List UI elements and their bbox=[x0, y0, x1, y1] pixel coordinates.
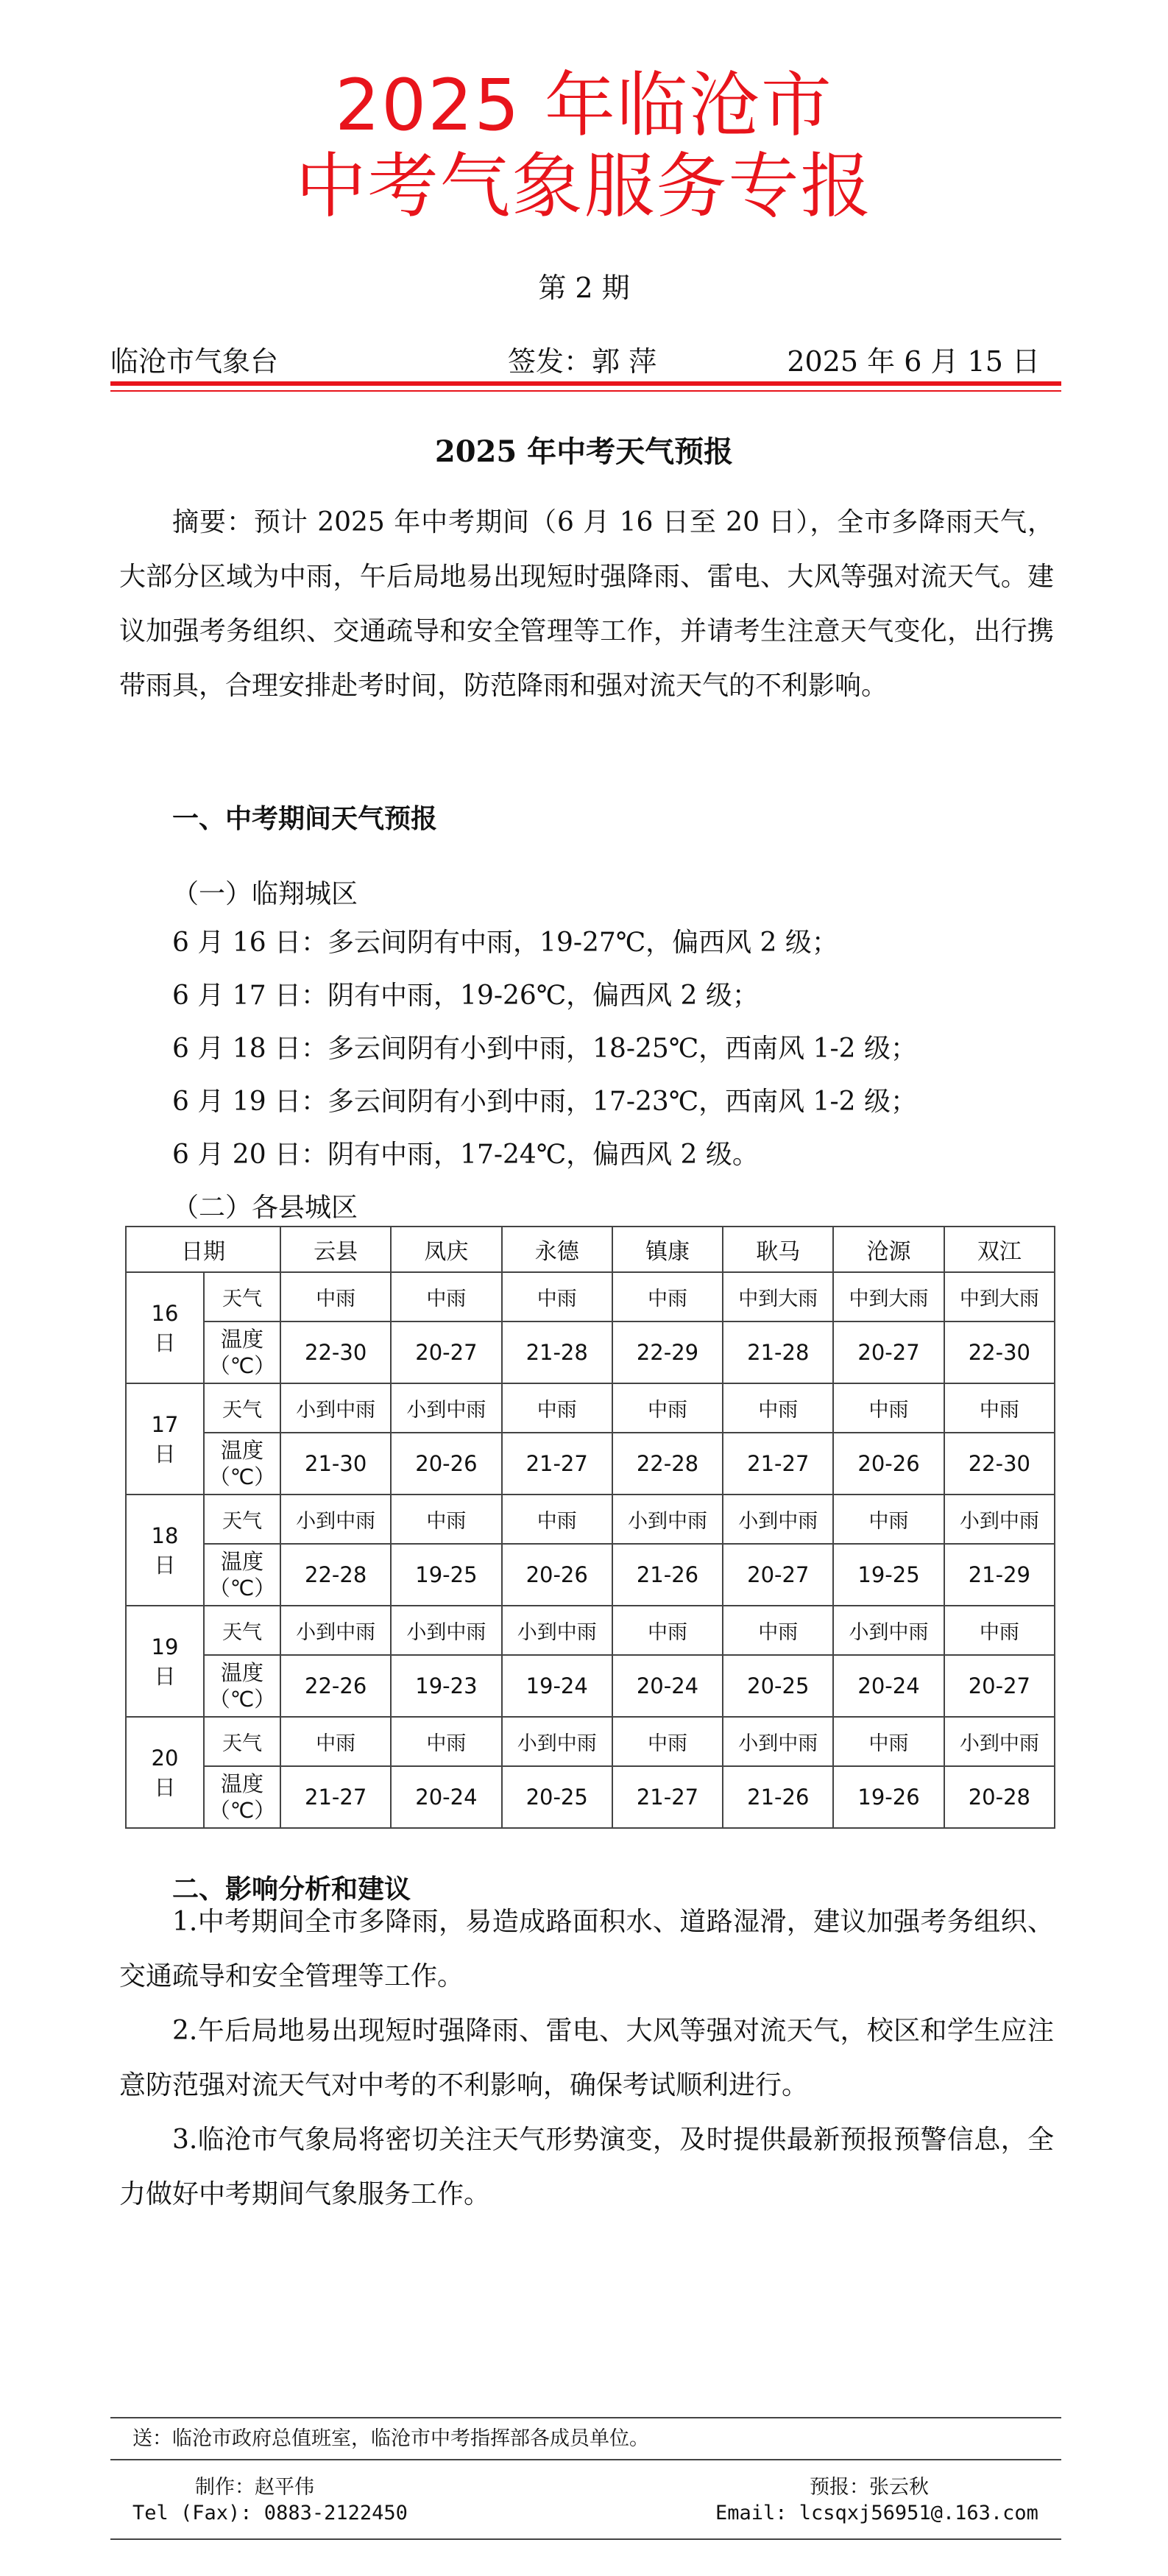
weather-row-label: 天气 bbox=[204, 1717, 280, 1766]
day-label: 19 bbox=[151, 1634, 179, 1659]
table-row-weather bbox=[126, 1495, 1055, 1544]
weather-row-label: 天气 bbox=[204, 1495, 280, 1544]
weather-cell: 中雨 bbox=[612, 1717, 723, 1766]
temperature-cell: 20-26 bbox=[391, 1433, 501, 1495]
header-divider-thin bbox=[110, 390, 1061, 392]
temperature-cell: 21-28 bbox=[723, 1321, 833, 1383]
temperature-cell: 21-27 bbox=[612, 1766, 723, 1828]
weather-cell: 中雨 bbox=[833, 1717, 944, 1766]
section-heading-forecast: 一、中考期间天气预报 bbox=[172, 804, 438, 834]
suggestion-item: 2.午后局地易出现短时强降雨、雷电、大风等强对流天气，校区和学生应注意防范强对流天气对中考的不利影响，确保考试顺利进行。 bbox=[119, 2016, 1054, 2100]
day-label: 18 bbox=[151, 1522, 179, 1548]
temperature-label-text: 温度 bbox=[220, 1660, 263, 1685]
table-row-temperature bbox=[126, 1433, 1055, 1495]
day-cell bbox=[126, 1495, 204, 1606]
temperature-cell: 20-27 bbox=[944, 1655, 1055, 1717]
temperature-cell: 21-27 bbox=[280, 1766, 391, 1828]
suggestion-list bbox=[119, 1895, 1054, 2222]
suggestion-item: 3.临沧市气象局将密切关注天气形势演变，及时提供最新预报预警信息，全力做好中考期间气象服务工作。 bbox=[119, 2125, 1054, 2209]
table-row-temperature bbox=[126, 1655, 1055, 1717]
temperature-cell: 21-26 bbox=[723, 1766, 833, 1828]
day-cell bbox=[126, 1606, 204, 1717]
weather-cell: 小到中雨 bbox=[502, 1717, 612, 1766]
temperature-cell: 21-27 bbox=[502, 1433, 612, 1495]
weather-cell: 小到中雨 bbox=[833, 1606, 944, 1655]
section-heading-analysis: 二、影响分析和建议 bbox=[172, 1874, 411, 1905]
weather-cell: 小到中雨 bbox=[280, 1495, 391, 1544]
weather-cell: 小到中雨 bbox=[944, 1717, 1055, 1766]
forecast-line: 6 月 19 日：多云间阴有小到中雨，17-23℃，西南风 1-2 级； bbox=[172, 1087, 917, 1117]
abstract-paragraph: 摘要：预计 2025 年中考期间（6 月 16 日至 20 日），全市多降雨天气，大部分区域为中雨，午后局地易出现短时强降雨、雷电、大风等强对流天气。建议加强考务组织、交通疏导和安全管理等工作，并请考生注意天气变化，出行携带雨具，合理安排赴考时间，防范降雨和强对流天气的不利影响。 bbox=[119, 507, 1054, 701]
footer-divider bbox=[110, 2459, 1061, 2460]
distribution-list: 送：临沧市政府总值班室，临沧市中考指挥部各成员单位。 bbox=[132, 2427, 649, 2450]
temperature-cell: 19-25 bbox=[833, 1544, 944, 1606]
temperature-cell: 21-30 bbox=[280, 1433, 391, 1495]
temperature-label-text: （℃） bbox=[208, 1575, 276, 1601]
temperature-row-label bbox=[204, 1321, 280, 1383]
weather-cell: 中雨 bbox=[833, 1383, 944, 1433]
weather-cell: 中雨 bbox=[280, 1272, 391, 1321]
forecast-line: 6 月 18 日：多云间阴有小到中雨，18-25℃，西南风 1-2 级； bbox=[172, 1034, 917, 1064]
weather-cell: 小到中雨 bbox=[391, 1383, 501, 1433]
table-row-weather bbox=[126, 1383, 1055, 1433]
temperature-label-text: 温度 bbox=[220, 1327, 263, 1352]
table-row-weather bbox=[126, 1606, 1055, 1655]
temperature-cell: 22-30 bbox=[280, 1321, 391, 1383]
day-cell bbox=[126, 1717, 204, 1828]
weather-cell: 中雨 bbox=[502, 1272, 612, 1321]
day-cell bbox=[126, 1272, 204, 1383]
table-row-temperature bbox=[126, 1321, 1055, 1383]
day-cell bbox=[126, 1383, 204, 1495]
county-column-header: 永德 bbox=[502, 1227, 612, 1272]
temperature-label-text: （℃） bbox=[208, 1464, 276, 1489]
header-divider-thick bbox=[110, 381, 1061, 386]
temperature-cell: 19-26 bbox=[833, 1766, 944, 1828]
table-header-row bbox=[126, 1227, 1055, 1272]
day-label: 20 bbox=[151, 1745, 179, 1771]
weather-cell: 中雨 bbox=[612, 1606, 723, 1655]
temperature-cell: 19-24 bbox=[502, 1655, 612, 1717]
temperature-cell: 20-25 bbox=[502, 1766, 612, 1828]
weather-cell: 中到大雨 bbox=[833, 1272, 944, 1321]
county-column-header: 镇康 bbox=[612, 1227, 723, 1272]
weather-cell: 中雨 bbox=[612, 1272, 723, 1321]
temperature-cell: 21-29 bbox=[944, 1544, 1055, 1606]
temperature-cell: 22-28 bbox=[612, 1433, 723, 1495]
weather-cell: 中雨 bbox=[944, 1606, 1055, 1655]
weather-cell: 小到中雨 bbox=[723, 1717, 833, 1766]
weather-cell: 小到中雨 bbox=[612, 1495, 723, 1544]
weather-cell: 中雨 bbox=[391, 1495, 501, 1544]
weather-cell: 小到中雨 bbox=[944, 1495, 1055, 1544]
weather-row-label: 天气 bbox=[204, 1272, 280, 1321]
temperature-cell: 21-28 bbox=[502, 1321, 612, 1383]
county-forecast-table bbox=[125, 1226, 1055, 1829]
weather-cell: 小到中雨 bbox=[280, 1606, 391, 1655]
temperature-label-text: 温度 bbox=[220, 1771, 263, 1796]
footer-divider bbox=[110, 2538, 1061, 2540]
temperature-row-label bbox=[204, 1544, 280, 1606]
temperature-cell: 22-29 bbox=[612, 1321, 723, 1383]
signer: 签发：郭 萍 bbox=[508, 345, 657, 378]
temperature-cell: 20-24 bbox=[833, 1655, 944, 1717]
footer-divider bbox=[110, 2417, 1061, 2418]
issuing-organization: 临沧市气象台 bbox=[110, 345, 279, 378]
weather-row-label: 天气 bbox=[204, 1606, 280, 1655]
weather-cell: 中到大雨 bbox=[723, 1272, 833, 1321]
temperature-cell: 20-27 bbox=[723, 1544, 833, 1606]
weather-cell: 中雨 bbox=[391, 1272, 501, 1321]
day-label: 日 bbox=[154, 1663, 176, 1689]
weather-cell: 中雨 bbox=[833, 1495, 944, 1544]
weather-row-label: 天气 bbox=[204, 1383, 280, 1433]
temperature-cell: 20-28 bbox=[944, 1766, 1055, 1828]
weather-cell: 小到中雨 bbox=[723, 1495, 833, 1544]
linxiang-forecast-list bbox=[172, 925, 917, 1190]
forecaster: 预报：张云秋 bbox=[810, 2476, 929, 2499]
issue-number: 第 2 期 bbox=[538, 272, 630, 304]
forecast-line: 6 月 16 日：多云间阴有中雨，19-27℃，偏西风 2 级； bbox=[172, 928, 838, 958]
day-label: 17 bbox=[151, 1411, 179, 1437]
temperature-cell: 21-26 bbox=[612, 1544, 723, 1606]
temperature-cell: 20-24 bbox=[391, 1766, 501, 1828]
county-column-header: 耿马 bbox=[723, 1227, 833, 1272]
temperature-cell: 22-30 bbox=[944, 1433, 1055, 1495]
county-column-header: 沧源 bbox=[833, 1227, 944, 1272]
weather-cell: 中雨 bbox=[723, 1606, 833, 1655]
weather-cell: 小到中雨 bbox=[391, 1606, 501, 1655]
temperature-cell: 20-27 bbox=[833, 1321, 944, 1383]
temperature-row-label bbox=[204, 1433, 280, 1495]
temperature-row-label bbox=[204, 1655, 280, 1717]
temperature-cell: 22-28 bbox=[280, 1544, 391, 1606]
subsection-heading-counties: （二）各县城区 bbox=[172, 1193, 358, 1223]
weather-cell: 中雨 bbox=[502, 1383, 612, 1433]
issue-date: 2025 年 6 月 15 日 bbox=[787, 345, 1040, 378]
temperature-label-text: 温度 bbox=[220, 1438, 263, 1463]
maker: 制作：赵平伟 bbox=[195, 2476, 314, 2499]
weather-cell: 中雨 bbox=[391, 1717, 501, 1766]
day-label: 日 bbox=[154, 1774, 176, 1800]
county-column-header: 双江 bbox=[944, 1227, 1055, 1272]
temperature-label-text: （℃） bbox=[208, 1798, 276, 1823]
temperature-label-text: 温度 bbox=[220, 1549, 263, 1574]
telephone: Tel (Fax): 0883-2122450 bbox=[132, 2502, 408, 2524]
table-row-temperature bbox=[126, 1766, 1055, 1828]
forecast-line: 6 月 17 日：阴有中雨，19-26℃，偏西风 2 级； bbox=[172, 981, 759, 1011]
temperature-cell: 19-25 bbox=[391, 1544, 501, 1606]
county-column-header: 凤庆 bbox=[391, 1227, 501, 1272]
weather-cell: 小到中雨 bbox=[502, 1606, 612, 1655]
weather-cell: 中雨 bbox=[723, 1383, 833, 1433]
weather-cell: 中到大雨 bbox=[944, 1272, 1055, 1321]
day-label: 16 bbox=[151, 1300, 179, 1326]
temperature-cell: 21-27 bbox=[723, 1433, 833, 1495]
weather-cell: 小到中雨 bbox=[280, 1383, 391, 1433]
county-column-header: 云县 bbox=[280, 1227, 391, 1272]
table-row-weather bbox=[126, 1717, 1055, 1766]
day-label: 日 bbox=[154, 1330, 176, 1355]
email: Email: lcsqxj56951@.163.com bbox=[715, 2502, 1038, 2524]
temperature-cell: 19-23 bbox=[391, 1655, 501, 1717]
subsection-heading-linxiang: （一）临翔城区 bbox=[172, 879, 358, 909]
table-row-temperature bbox=[126, 1544, 1055, 1606]
temperature-label-text: （℃） bbox=[208, 1687, 276, 1712]
weather-cell: 中雨 bbox=[944, 1383, 1055, 1433]
day-label: 日 bbox=[154, 1441, 176, 1467]
day-label: 日 bbox=[154, 1552, 176, 1578]
weather-cell: 中雨 bbox=[612, 1383, 723, 1433]
temperature-label-text: （℃） bbox=[208, 1353, 276, 1378]
temperature-cell: 20-25 bbox=[723, 1655, 833, 1717]
report-title-line-1: 2025 年临沧市 bbox=[335, 64, 833, 147]
temperature-cell: 20-26 bbox=[502, 1544, 612, 1606]
suggestion-item: 1.中考期间全市多降雨，易造成路面积水、道路湿滑，建议加强考务组织、交通疏导和安全管理等工作。 bbox=[119, 1907, 1054, 1991]
document-title: 2025 年中考天气预报 bbox=[434, 434, 734, 469]
weather-cell: 中雨 bbox=[502, 1495, 612, 1544]
weather-cell: 中雨 bbox=[280, 1717, 391, 1766]
date-column-header: 日期 bbox=[126, 1227, 280, 1272]
temperature-cell: 20-26 bbox=[833, 1433, 944, 1495]
temperature-cell: 20-27 bbox=[391, 1321, 501, 1383]
table-row-weather bbox=[126, 1272, 1055, 1321]
report-title-line-2: 中考气象服务专报 bbox=[295, 145, 873, 227]
temperature-cell: 20-24 bbox=[612, 1655, 723, 1717]
temperature-row-label bbox=[204, 1766, 280, 1828]
temperature-cell: 22-30 bbox=[944, 1321, 1055, 1383]
temperature-cell: 22-26 bbox=[280, 1655, 391, 1717]
forecast-line: 6 月 20 日：阴有中雨，17-24℃，偏西风 2 级。 bbox=[172, 1140, 759, 1170]
